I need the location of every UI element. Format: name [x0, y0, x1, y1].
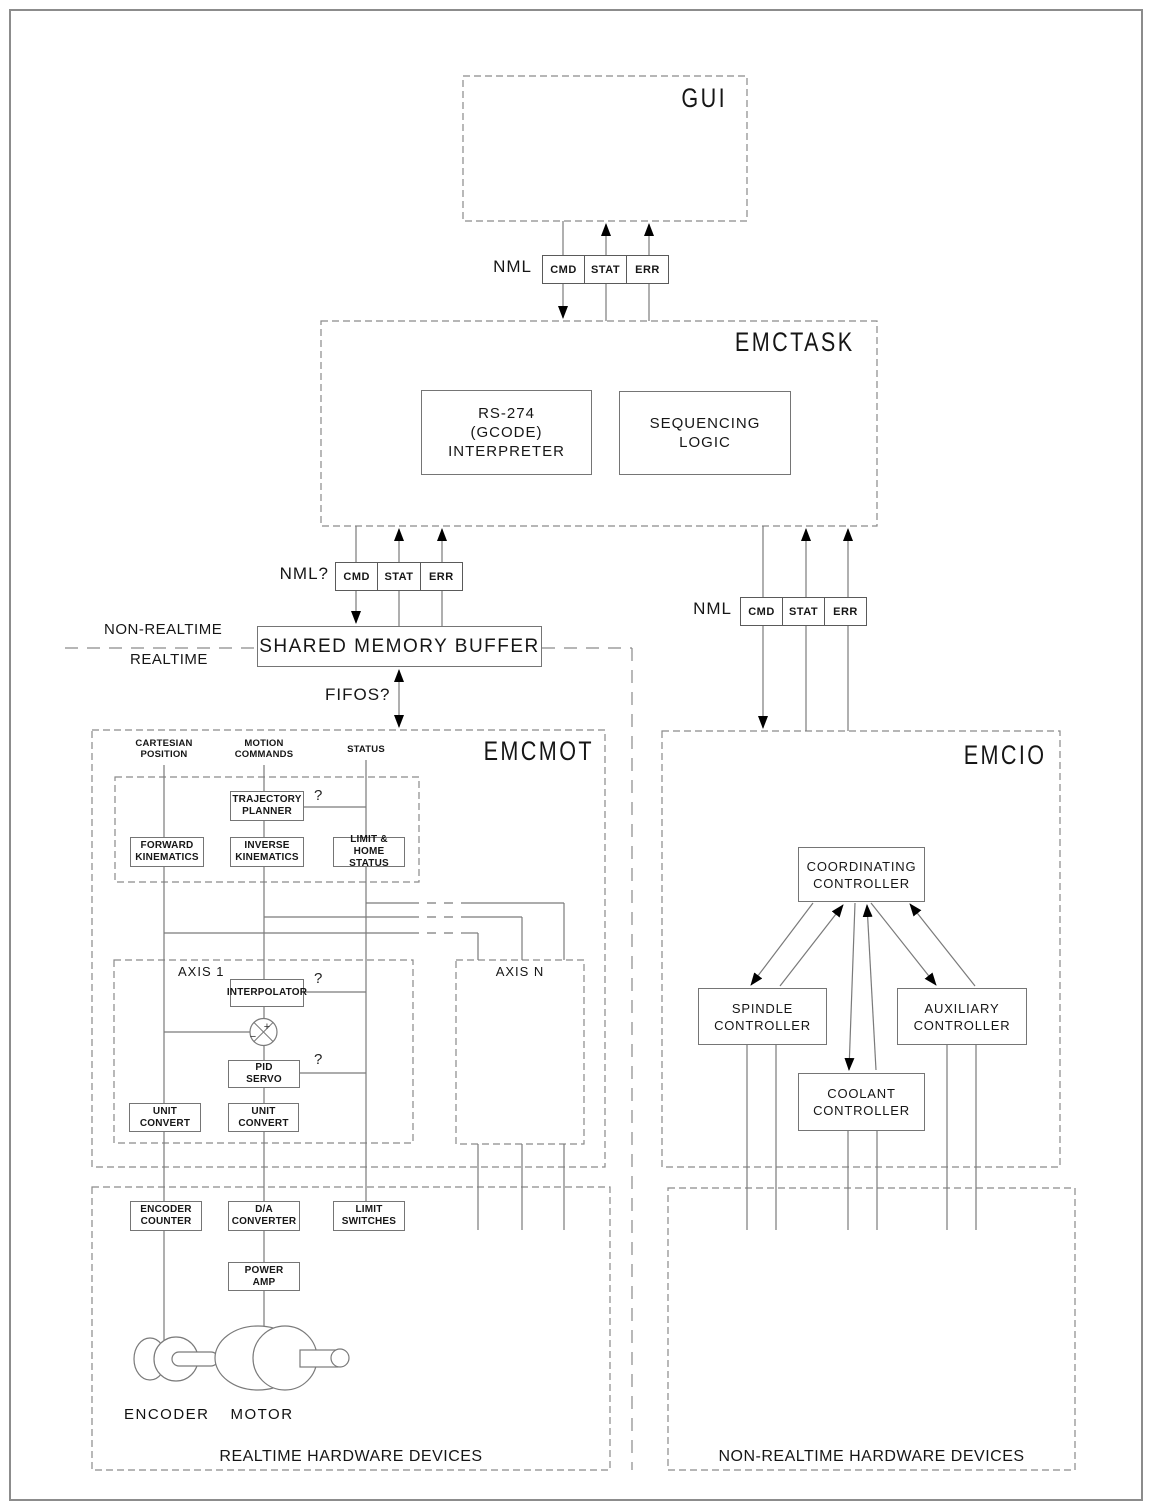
power-amp-box — [228, 1262, 300, 1291]
nml-io-label: NML — [693, 599, 732, 618]
trajectory-question-mark: ? — [314, 787, 323, 804]
coordinating-line2: CONTROLLER — [813, 875, 910, 891]
axis1-label: AXIS 1 — [178, 964, 225, 979]
interpreter-line2: (GCODE) — [470, 424, 543, 441]
gui-title: GUI — [681, 83, 727, 113]
axisn-box — [456, 960, 584, 1144]
forward-line2: KINEMATICS — [135, 852, 199, 863]
pid-question-mark: ? — [314, 1051, 323, 1068]
nonrealtime-hardware-caption: NON-REALTIME HARDWARE DEVICES — [718, 1448, 1025, 1465]
inverse-kinematics-box — [230, 837, 304, 867]
bus-dashes — [410, 903, 462, 933]
interpolator-label: INTERPOLATOR — [226, 987, 308, 998]
cartesian-line1: CARTESIAN — [135, 738, 193, 749]
interpreter-line3: INTERPRETER — [448, 443, 565, 460]
limit-home-line2: STATUS — [349, 858, 389, 869]
dashed-boxes — [92, 76, 1075, 1470]
inverse-line1: INVERSE — [244, 840, 290, 851]
coordinating-line1: COORDINATING — [806, 858, 917, 874]
limit-home-line1: LIMIT & HOME — [350, 834, 388, 857]
motor-label: MOTOR — [230, 1406, 294, 1423]
nml-task-stat: STAT — [378, 563, 420, 590]
shared-memory-buffer-box — [257, 626, 542, 667]
summing-junction — [250, 1019, 277, 1046]
forward-kinematics-box — [130, 837, 204, 867]
realtime-hardware-caption: REALTIME HARDWARE DEVICES — [219, 1448, 483, 1465]
auxiliary-line2: CONTROLLER — [913, 1017, 1011, 1033]
axisn-label: AXIS N — [495, 964, 545, 979]
cartesian-line2: POSITION — [140, 748, 188, 760]
encoder-counter-line2: COUNTER — [140, 1216, 192, 1227]
coolant-line1: COOLANT — [827, 1086, 896, 1101]
trajectory-line1: TRAJECTORY — [232, 794, 302, 805]
coordinating-controller-box — [798, 847, 925, 902]
motion-line2: COMMANDS — [234, 748, 294, 760]
nml-gui-cmd: CMD — [543, 256, 585, 283]
nml-gui-err: ERR — [635, 263, 660, 276]
motor-shaft-tip-icon — [331, 1349, 349, 1367]
spindle-line1: SPINDLE — [731, 1000, 794, 1016]
limit-switches-box — [333, 1201, 405, 1231]
unit-convert-left-line1: UNIT — [152, 1105, 178, 1117]
coolant-controller-box — [798, 1073, 925, 1131]
trajectory-line2: PLANNER — [242, 806, 292, 817]
limit-switches-line1: LIMIT — [355, 1204, 383, 1215]
emctask-title: EMCTASK — [735, 327, 855, 357]
gcode-interpreter-box — [421, 390, 592, 475]
unit-convert-left-line2: CONVERT — [139, 1117, 191, 1129]
spindle-controller-box — [698, 988, 827, 1045]
nml-io-stat: STAT — [783, 598, 825, 625]
nml-task-cmd: CMD — [336, 563, 378, 590]
inverse-line2: KINEMATICS — [235, 852, 299, 863]
interpolator-box — [226, 979, 308, 1007]
auxiliary-controller-box — [897, 988, 1027, 1045]
encoder-label: ENCODER — [124, 1406, 210, 1423]
limit-switches-line2: SWITCHES — [341, 1216, 397, 1227]
nml-gui-stat: STAT — [585, 256, 627, 283]
fifos-label: FIFOS? — [325, 685, 391, 704]
sequencing-line2: LOGIC — [679, 434, 731, 451]
realtime-label: REALTIME — [130, 651, 208, 668]
non-realtime-label: NON-REALTIME — [104, 621, 223, 638]
nml-io-err: ERR — [833, 605, 858, 618]
unit-convert-mid-line1: UNIT — [251, 1105, 276, 1117]
da-converter-box — [228, 1201, 300, 1231]
nml-io-cmd: CMD — [741, 598, 783, 625]
nml-task-channels — [335, 562, 463, 591]
trajectory-planner-box — [230, 791, 304, 821]
shared-memory-buffer-label: SHARED MEMORY BUFFER — [259, 635, 540, 657]
emcmot-title: EMCMOT — [483, 736, 594, 766]
limit-home-status-box — [333, 834, 405, 869]
sequencing-line1: SEQUENCING — [649, 415, 761, 432]
da-converter-line1: D/A — [255, 1204, 273, 1215]
motion-line1: MOTION — [244, 738, 284, 749]
encoder-motor-drawing — [134, 1326, 349, 1390]
pid-servo-box — [228, 1060, 300, 1088]
cartesian-position-header — [124, 739, 204, 760]
sequencing-logic-box — [619, 391, 791, 475]
power-amp-line1: POWER — [244, 1264, 284, 1276]
unit-convert-mid-line2: CONVERT — [238, 1117, 289, 1129]
sum-plus-sign: + — [263, 1021, 271, 1033]
nml-task-err: ERR — [428, 570, 454, 583]
power-amp-line2: AMP — [252, 1276, 276, 1288]
nml-io-channels — [740, 597, 867, 626]
da-converter-line2: CONVERTER — [231, 1216, 297, 1227]
nml-gui-label: NML — [493, 257, 532, 276]
auxiliary-line1: AUXILIARY — [924, 1000, 1000, 1016]
interpolator-question-mark: ? — [314, 970, 323, 987]
status-header: STATUS — [347, 744, 385, 755]
interpreter-line1: RS-274 — [478, 405, 535, 422]
encoder-counter-line1: ENCODER — [140, 1204, 192, 1215]
unit-convert-mid-box — [228, 1103, 299, 1132]
coolant-line2: CONTROLLER — [813, 1103, 910, 1118]
pid-line2: SERVO — [246, 1074, 282, 1085]
sum-minus-sign: − — [249, 1031, 257, 1043]
forward-line1: FORWARD — [140, 840, 194, 851]
emcio-title: EMCIO — [964, 740, 1047, 770]
motion-commands-header — [224, 739, 304, 760]
nml-task-label: NML? — [279, 564, 329, 583]
pid-line1: PID — [255, 1062, 273, 1073]
encoder-shaft-icon — [172, 1352, 218, 1366]
nml-gui-channels — [542, 255, 669, 284]
nonrealtime-hardware-box — [668, 1188, 1075, 1470]
spindle-line2: CONTROLLER — [714, 1017, 811, 1033]
encoder-counter-box — [130, 1201, 202, 1231]
emcmot-box — [92, 730, 605, 1167]
unit-convert-left-box — [129, 1103, 201, 1132]
